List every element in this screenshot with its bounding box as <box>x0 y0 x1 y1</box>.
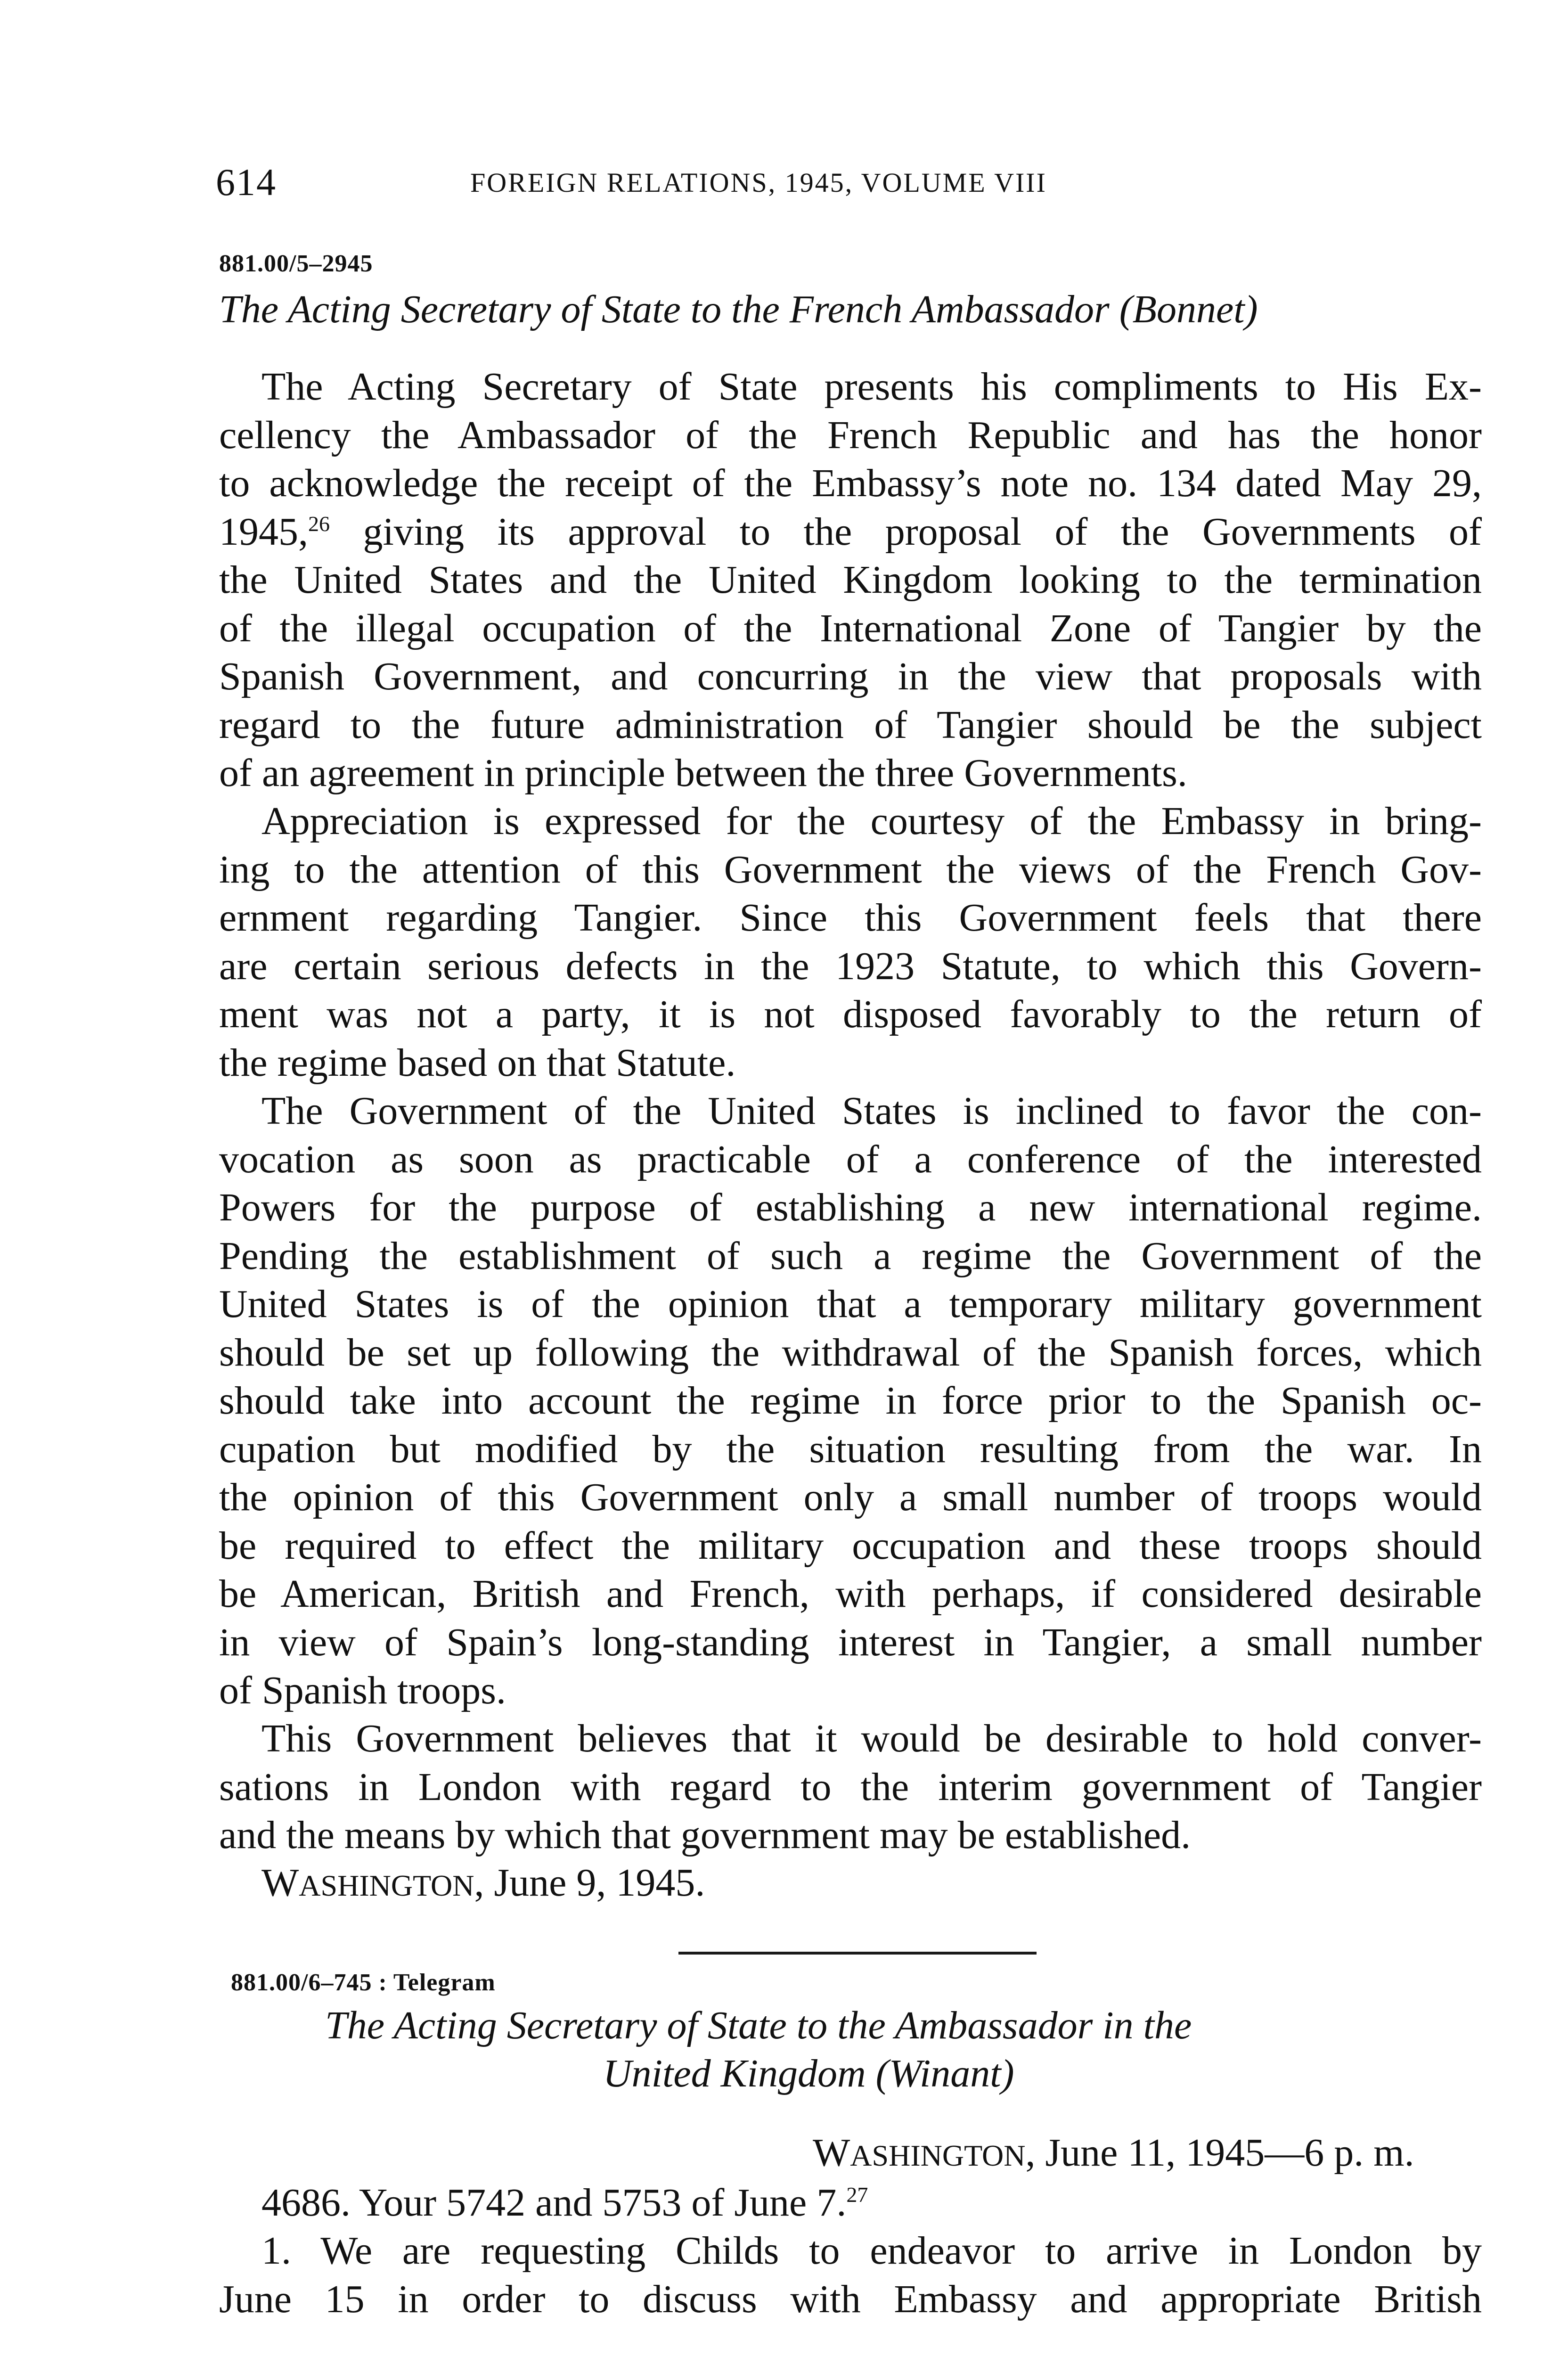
document-title: The Acting Secretary of State to the Ambassador in the <box>325 2004 1192 2047</box>
text-line: United States is of the opinion that a temporary military government <box>219 1282 1482 1326</box>
text-line <box>219 2179 1482 2227</box>
text-line: The Government of the United States is inclined to favor the con- <box>261 1089 1482 1133</box>
dateline-date: , June 11, 1945—6 p. m. <box>1025 2131 1414 2175</box>
dateline <box>813 2130 1414 2176</box>
paragraph <box>219 1087 1482 1715</box>
document-title: The Acting Secretary of State to the French Ambassador (Bonnet) <box>219 287 1258 331</box>
text-line: the regime based on that Statute. <box>219 1040 736 1085</box>
text-line: ing to the attention of this Government the views of the French Gov- <box>219 847 1482 892</box>
dateline-date: , June 9, 1945. <box>474 1861 705 1905</box>
paragraph <box>219 2179 1482 2227</box>
text-line: sations in London with regard to the interim government of Tangier <box>219 1765 1482 1809</box>
dateline-place: ASHINGTON <box>299 1869 474 1902</box>
dateline-place: ASHINGTON <box>850 2139 1026 2172</box>
text-line: are certain serious defects in the 1923 Statute, to which this Govern- <box>219 944 1482 988</box>
paragraph <box>219 363 1482 798</box>
text-line: ernment regarding Tangier. Since this Government feels that there <box>219 896 1482 940</box>
text-line: and the means by which that government may be established. <box>219 1813 1191 1857</box>
footnote-marker: 27 <box>846 2183 868 2207</box>
file-reference: 881.00/6–745 : Telegram <box>231 1969 496 1996</box>
section-divider <box>678 1952 1037 1955</box>
text-line: cellency the Ambassador of the French Republic and has the honor <box>219 413 1482 457</box>
text-fragment: 1945, <box>219 509 308 554</box>
text-line: of an agreement in principle between the three Governments. <box>219 751 1187 795</box>
text-line: vocation as soon as practicable of a conference of the interested <box>219 1137 1482 1181</box>
paragraph <box>219 797 1482 1087</box>
text-line: The Acting Secretary of State presents his compliments to His Ex- <box>261 365 1482 409</box>
page-number: 614 <box>216 161 277 204</box>
text-line: Pending the establishment of such a regime the Government of the <box>219 1234 1482 1278</box>
footnote-marker: 26 <box>308 511 330 536</box>
dateline-initial: W <box>261 1861 299 1905</box>
text-line: the United States and the United Kingdom looking to the termination <box>219 558 1482 602</box>
text-fragment: giving its approval to the proposal of the Governments of <box>330 509 1482 554</box>
text-line: June 15 in order to discuss with Embassy and appropriate British <box>219 2277 1482 2321</box>
text-line: Appreciation is expressed for the courtesy of the Embassy in bring- <box>261 799 1482 843</box>
text-line: cupation but modified by the situation resulting from the war. In <box>219 1427 1482 1471</box>
text-line: in view of Spain’s long-standing interest in Tangier, a small number <box>219 1620 1482 1664</box>
dateline-initial: W <box>813 2131 850 2175</box>
paragraph <box>219 2227 1482 2323</box>
text-line: should be set up following the withdrawal of the Spanish forces, which <box>219 1330 1482 1374</box>
text-line: Powers for the purpose of establishing a new international regime. <box>219 1186 1482 1229</box>
text-line: This Government believes that it would be desirable to hold conver- <box>261 1717 1482 1760</box>
paragraph <box>219 1715 1482 1860</box>
running-title: FOREIGN RELATIONS, 1945, VOLUME VIII <box>470 167 1047 198</box>
text-line: ment was not a party, it is not disposed favorably to the return of <box>219 992 1482 1036</box>
text-line: regard to the future administration of Tangier should be the subject <box>219 703 1482 747</box>
dateline <box>261 1860 705 1906</box>
text-line: of Spanish troops. <box>219 1669 506 1712</box>
text-line: 1. We are requesting Childs to endeavor to arrive in London by <box>261 2229 1482 2273</box>
text-line: to acknowledge the receipt of the Embassy’s note no. 134 dated May 29, <box>219 461 1482 505</box>
text-line <box>219 508 1482 556</box>
text-line: Spanish Government, and concurring in the view that proposals with <box>219 654 1482 698</box>
running-header <box>216 160 1488 203</box>
text-line: be required to effect the military occupation and these troops should <box>219 1523 1482 1568</box>
text-line: be American, British and French, with perhaps, if considered desirable <box>219 1572 1482 1616</box>
text-fragment: 4686. Your 5742 and 5753 of June 7. <box>261 2181 847 2225</box>
file-reference: 881.00/5–2945 <box>219 250 373 277</box>
document-title-continued: United Kingdom (Winant) <box>603 2052 1014 2095</box>
text-line: of the illegal occupation of the International Zone of Tangier by the <box>219 606 1482 650</box>
text-line: the opinion of this Government only a small number of troops would <box>219 1475 1482 1519</box>
text-line: should take into account the regime in force prior to the Spanish oc- <box>219 1379 1482 1423</box>
